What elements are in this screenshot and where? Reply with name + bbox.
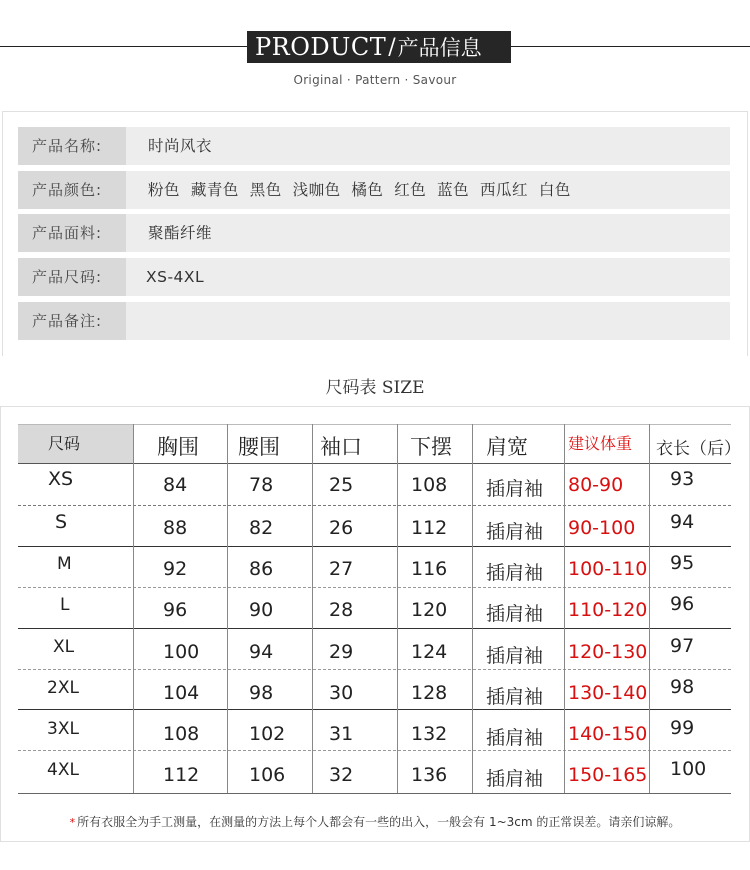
size-value-cell: 95 <box>670 552 695 574</box>
size-value-cell: 100 <box>163 641 200 663</box>
size-value-cell: 98 <box>249 682 274 704</box>
size-value-cell: 99 <box>670 717 695 739</box>
table-row-divider <box>18 587 731 588</box>
size-header-cell: 衣长（后） <box>656 439 741 459</box>
size-value-cell: 140-150 <box>568 723 648 745</box>
size-title-en: SIZE <box>381 378 425 398</box>
size-value-cell: 插肩袖 <box>486 521 544 543</box>
info-label: 产品备注: <box>18 302 126 340</box>
size-value-cell: 124 <box>411 641 448 663</box>
info-label: 产品面料: <box>18 214 126 252</box>
table-column-divider <box>312 424 313 793</box>
size-value-cell: 90-100 <box>568 517 636 539</box>
size-value-cell: 92 <box>163 558 188 580</box>
size-header-cell: 肩宽 <box>486 435 528 459</box>
size-value-cell: 120-130 <box>568 641 648 663</box>
info-value: 粉色 藏青色 黑色 浅咖色 橘色 红色 蓝色 西瓜红 白色 <box>148 181 571 199</box>
table-row-divider <box>18 546 731 547</box>
size-value-cell: 100-110 <box>568 558 648 580</box>
size-value-cell: 112 <box>163 764 200 786</box>
size-label-cell: XL <box>53 637 75 657</box>
table-column-divider <box>564 424 565 793</box>
info-label: 产品尺码: <box>18 258 126 296</box>
info-value: 聚酯纤维 <box>148 224 213 242</box>
info-row-colors <box>18 171 730 209</box>
size-value-cell: 108 <box>163 723 200 745</box>
size-value-cell: 插肩袖 <box>486 645 544 667</box>
info-value: XS-4XL <box>146 268 205 286</box>
size-value-cell: 88 <box>163 517 188 539</box>
size-value-cell: 94 <box>249 641 274 663</box>
size-value-cell: 90 <box>249 599 274 621</box>
size-value-cell: 120 <box>411 599 448 621</box>
size-label-cell: XS <box>48 468 74 490</box>
size-header-cell: 袖口 <box>320 435 362 459</box>
size-value-cell: 110-120 <box>568 599 648 621</box>
table-column-divider <box>133 424 134 793</box>
size-value-cell: 插肩袖 <box>486 603 544 625</box>
footnote-text: 所有衣服全为手工测量，在测量的方法上每个人都会有一些的出入，一般会有 1~3cm 的正常误差。请亲们谅解。 <box>77 815 681 829</box>
size-label-cell: M <box>57 554 72 574</box>
size-value-cell: 插肩袖 <box>486 478 544 500</box>
size-value-cell: 31 <box>329 723 354 745</box>
size-value-cell: 100 <box>670 758 707 780</box>
size-value-cell: 82 <box>249 517 274 539</box>
info-row-name <box>18 127 730 165</box>
size-value-cell: 96 <box>670 593 695 615</box>
size-value-cell: 130-140 <box>568 682 648 704</box>
heading-subtitle: Original · Pattern · Savour <box>293 73 457 87</box>
table-row-divider <box>18 793 731 794</box>
size-value-cell: 128 <box>411 682 448 704</box>
info-label: 产品颜色: <box>18 171 126 209</box>
size-label-cell: 3XL <box>47 719 79 739</box>
size-value-cell: 78 <box>249 474 274 496</box>
size-value-cell: 104 <box>163 682 200 704</box>
size-value-cell: 102 <box>249 723 286 745</box>
heading-english: PRODUCT <box>255 33 387 61</box>
measurement-footnote <box>0 813 750 830</box>
size-value-cell: 27 <box>329 558 354 580</box>
table-row-divider <box>18 669 731 670</box>
table-column-divider <box>227 424 228 793</box>
size-value-cell: 29 <box>329 641 354 663</box>
size-value-cell: 150-165 <box>568 764 648 786</box>
size-value-cell: 28 <box>329 599 354 621</box>
size-value-cell: 94 <box>670 511 695 533</box>
size-value-cell: 26 <box>329 517 354 539</box>
size-header-cell: 胸围 <box>157 435 199 459</box>
table-row-divider <box>18 505 731 506</box>
size-header-cell: 腰围 <box>238 435 280 459</box>
table-column-divider <box>397 424 398 793</box>
size-header-cell: 尺码 <box>48 434 81 453</box>
size-value-cell: 32 <box>329 764 354 786</box>
size-header-cell: 建议体重 <box>568 434 633 453</box>
info-value: 时尚风衣 <box>148 137 213 155</box>
size-value-cell: 96 <box>163 599 188 621</box>
table-column-divider <box>649 424 650 793</box>
heading-chinese: 产品信息 <box>397 36 482 60</box>
size-value-cell: 84 <box>163 474 188 496</box>
heading-separator: / <box>388 34 396 60</box>
size-value-cell: 98 <box>670 676 695 698</box>
size-value-cell: 136 <box>411 764 448 786</box>
size-value-cell: 106 <box>249 764 286 786</box>
size-title-cn: 尺码表 <box>325 378 377 398</box>
table-row-divider <box>18 463 731 464</box>
info-row-fabric <box>18 214 730 252</box>
size-value-cell: 30 <box>329 682 354 704</box>
size-value-cell: 93 <box>670 468 695 490</box>
info-label: 产品名称: <box>18 127 126 165</box>
size-value-cell: 116 <box>411 558 448 580</box>
size-value-cell: 97 <box>670 635 695 657</box>
size-value-cell: 插肩袖 <box>486 562 544 584</box>
table-row-divider <box>18 628 731 629</box>
size-label-cell: S <box>55 511 68 533</box>
size-label-cell: L <box>60 595 70 615</box>
size-value-cell: 86 <box>249 558 274 580</box>
size-value-cell: 25 <box>329 474 354 496</box>
table-row-divider <box>18 709 731 710</box>
info-row-size <box>18 258 730 296</box>
size-header-cell: 下摆 <box>410 435 452 459</box>
table-row-divider <box>18 424 731 425</box>
size-chart-title <box>0 373 750 398</box>
info-row-notes <box>18 302 730 340</box>
size-value-cell: 80-90 <box>568 474 624 496</box>
table-column-divider <box>472 424 473 793</box>
size-value-cell: 插肩袖 <box>486 768 544 790</box>
size-value-cell: 108 <box>411 474 448 496</box>
size-value-cell: 插肩袖 <box>486 686 544 708</box>
size-label-cell: 2XL <box>47 678 79 698</box>
table-row-divider <box>18 750 731 751</box>
size-value-cell: 132 <box>411 723 448 745</box>
product-info-heading <box>247 31 511 63</box>
size-value-cell: 插肩袖 <box>486 727 544 749</box>
size-label-cell: 4XL <box>47 760 79 780</box>
footnote-star: * <box>69 816 76 829</box>
size-value-cell: 112 <box>411 517 448 539</box>
